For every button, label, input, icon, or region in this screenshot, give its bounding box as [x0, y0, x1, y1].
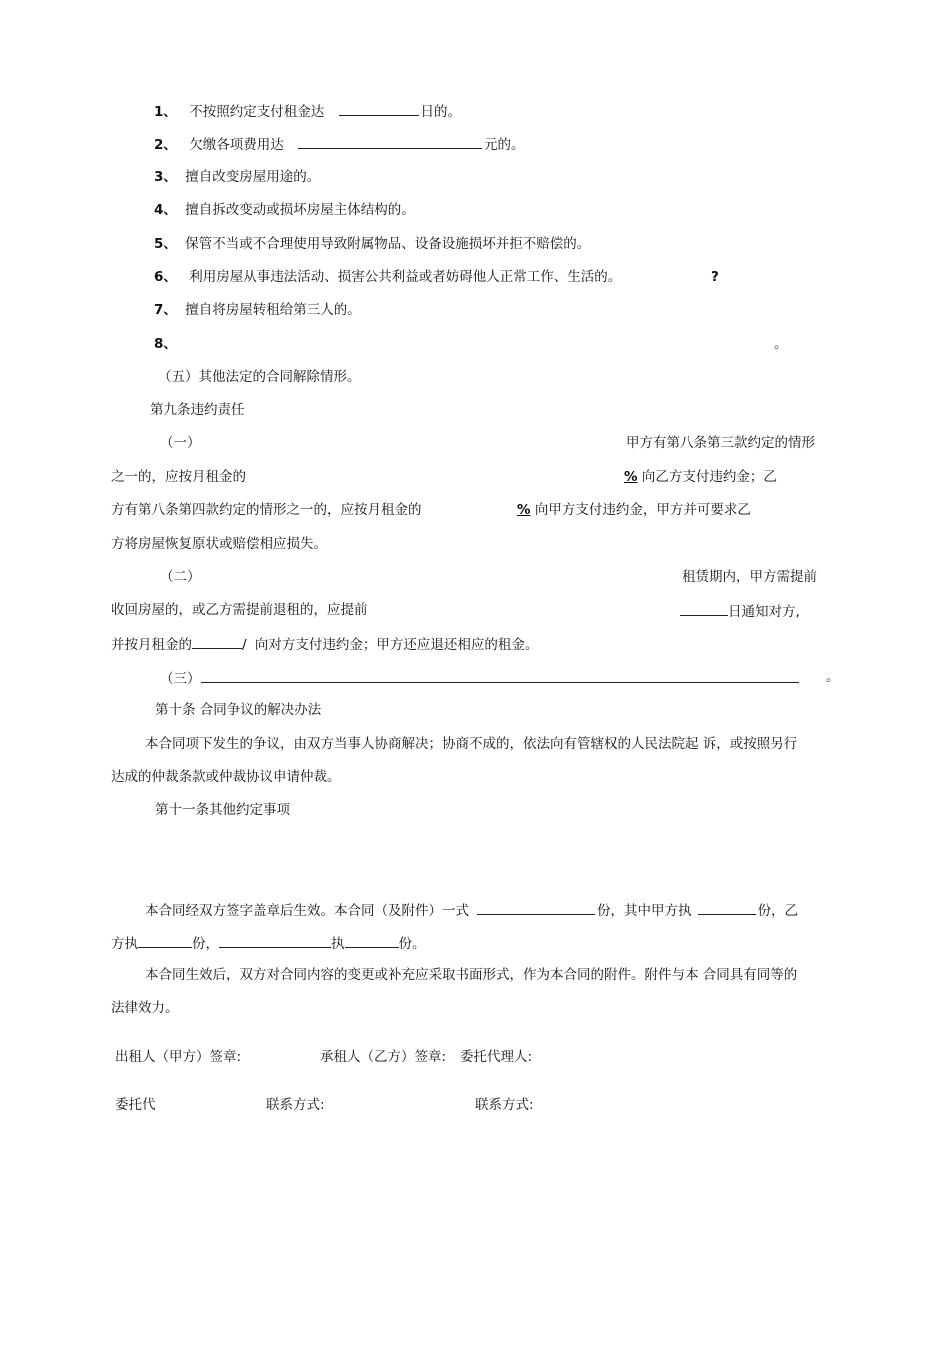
contact-label-1: 联系方式:: [266, 1097, 325, 1113]
blank-clause-3: [201, 668, 799, 683]
amend-line1: 本合同生效后，双方对合同内容的变更或补充应采取书面形式，作为本合同的附件。附件与本 合同具有同等的: [145, 967, 798, 983]
blank-lessor-copies: [698, 900, 756, 915]
item-7: 7、 擅自将房屋转租给第三人的。: [154, 302, 361, 318]
item-2: 2、 欠缴各项费用达 元的。: [154, 134, 525, 154]
blank-notice-days: [680, 601, 728, 616]
item-5: 5、 保管不当或不合理使用导致附属物品、设备设施损坏并拒不赔偿的。: [154, 236, 591, 252]
item-6: 6、 利用房屋从事违法活动、损害公共利益或者妨碍他人正常工作、生活的。: [154, 269, 622, 285]
lessee-signature-label: 承租人（乙方）签章:: [320, 1049, 447, 1065]
article-9-title: 第九条违约责任: [150, 402, 245, 418]
lessor-signature-label: 出租人（甲方）签章:: [115, 1049, 242, 1065]
art9-p2-line2-right: 日通知对方,: [680, 601, 800, 621]
item-4: 4、 擅自拆改变动或损坏房屋主体结构的。: [154, 202, 415, 218]
article-10-line2: 达成的仲裁条款或仲裁协议申请仲裁。: [111, 769, 341, 785]
art9-p1-label: （一）: [160, 435, 201, 451]
blank-other-copies: [345, 933, 399, 948]
art9-p2-label: （二）: [160, 569, 201, 585]
clause-5: （五）其他法定的合同解除情形。: [158, 369, 361, 385]
blank-lessee-copies: [138, 933, 192, 948]
art9-p2-line1: 租赁期内，甲方需提前: [682, 569, 817, 585]
art9-p1-line3-right: % 向甲方支付违约金，甲方并可要求乙: [517, 502, 751, 518]
article-11-title: 第十一条其他约定事项: [155, 802, 290, 818]
article-10-line1: 本合同项下发生的争议，由双方当事人协商解决；协商不成的，依法向有管辖权的人民法院起 诉，或按照另行: [145, 736, 798, 752]
contact-label-2: 联系方式:: [475, 1097, 534, 1113]
blank-days: [339, 101, 419, 116]
art9-p2-line2-left: 收回房屋的，或乙方需提前退租的，应提前: [111, 602, 368, 618]
agent-label: 委托代理人:: [460, 1049, 533, 1065]
agent-label-short: 委托代: [115, 1097, 156, 1113]
effect-line1: 本合同经双方签字盖章后生效。本合同（及附件）一式 份，其中甲方执 份，乙: [145, 900, 798, 920]
art9-p1-line2-left: 之一的，应按月租金的: [111, 469, 246, 485]
art9-p3: （三）: [160, 668, 799, 688]
art9-p1-line3-left: 方有第八条第四款约定的情形之一的，应按月租金的: [111, 502, 422, 518]
art9-p1-line1: 甲方有第八条第三款约定的情形: [626, 435, 815, 451]
blank-penalty: [192, 634, 242, 649]
blank-amount: [298, 134, 482, 149]
question-mark: ?: [711, 269, 719, 285]
art9-p2-line3: 并按月租金的 / 向对方支付违约金；甲方还应退还相应的租金。: [111, 634, 538, 654]
article-10-title: 第十条 合同争议的解决办法: [155, 702, 322, 718]
effect-line2: 方执 份， 执 份。: [111, 933, 426, 953]
blank-other-party: [219, 933, 331, 948]
item-1: 1、 不按照约定支付租金达 日的。: [154, 101, 461, 121]
item-3: 3、 擅自改变房屋用途的。: [154, 169, 321, 185]
item-8-end: 。: [774, 336, 788, 352]
art9-p1-line4: 方将房屋恢复原状或赔偿相应损失。: [111, 536, 327, 552]
art9-p3-end: 。: [826, 669, 840, 685]
amend-line2: 法律效力。: [111, 1000, 179, 1016]
blank-copies: [477, 900, 595, 915]
art9-p1-line2-right: % 向乙方支付违约金；乙: [624, 469, 777, 485]
item-8-number: 8、: [154, 336, 177, 352]
